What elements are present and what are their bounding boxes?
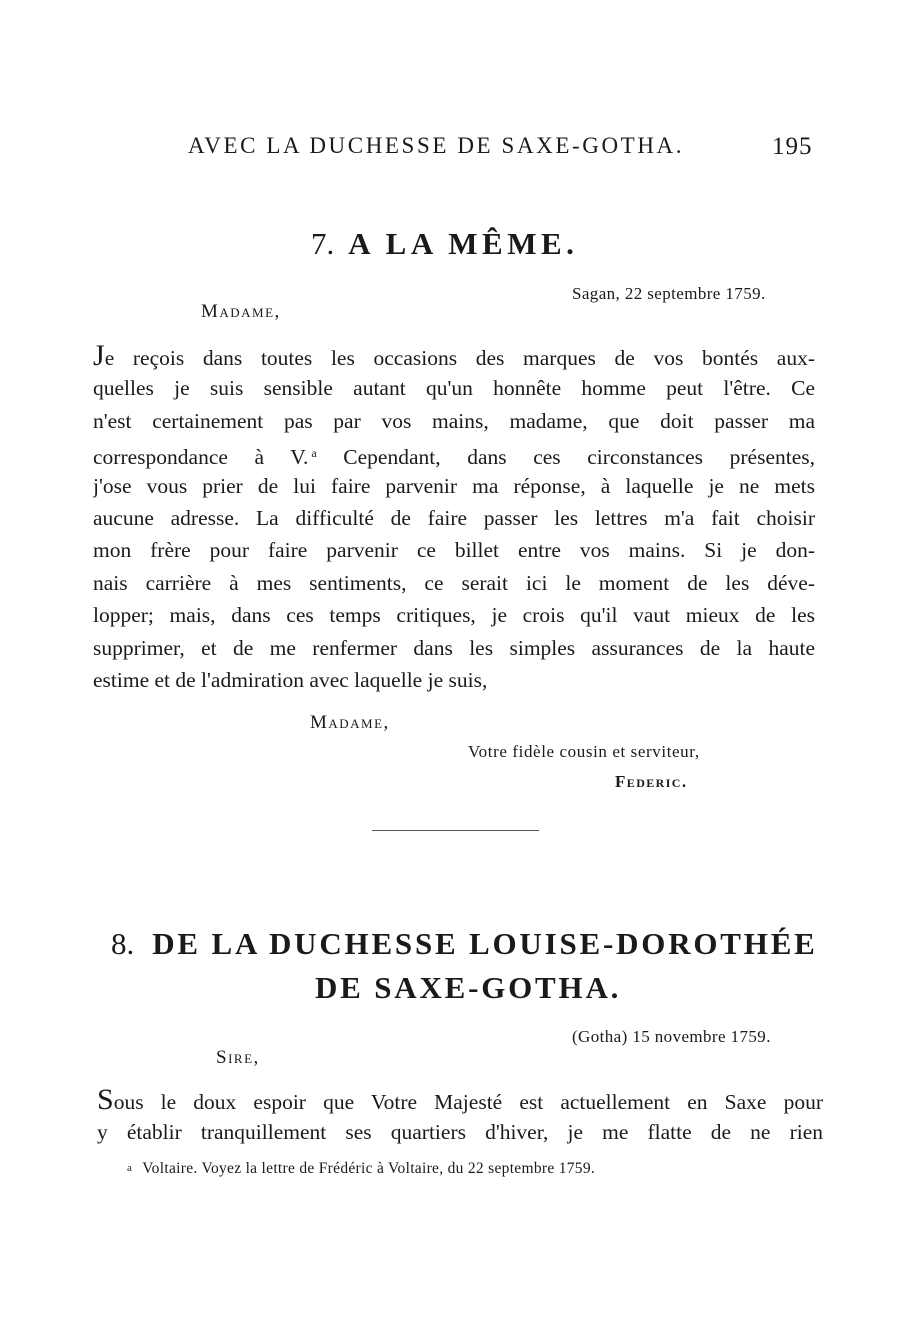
letter-7-dateline: Sagan, 22 septembre 1759. (572, 284, 766, 303)
letter-8-heading-line-1 (111, 926, 818, 962)
section-divider (372, 830, 539, 831)
body-line: nais carrière à mes sentiments, ce serait ici le moment de les déve- (93, 570, 815, 595)
letter-8-dateline: (Gotha) 15 novembre 1759. (572, 1027, 771, 1046)
body-line: Sous le doux espoir que Votre Majesté est actuellement en Saxe pour (97, 1084, 823, 1116)
letter-7-signature: Federic. (615, 772, 688, 791)
letter-8-salutation: Sire, (216, 1047, 260, 1068)
letter-7-closing-line: Votre fidèle cousin et serviteur, (468, 742, 700, 761)
body-line: Je reçois dans toutes les occasions des marques de vos bontés aux- (93, 340, 815, 372)
footnote-reference: a (311, 446, 317, 461)
body-line: j'ose vous prier de lui faire parvenir ma réponse, à laquelle je ne mets (93, 473, 815, 498)
body-line: lopper; mais, dans ces temps critiques, je crois qu'il vaut mieux de les (93, 603, 815, 628)
letter-7-closing-salutation: Madame, (310, 712, 390, 733)
body-line: n'est certainement pas par vos mains, madame, que doit passer ma (93, 408, 815, 433)
letter-8-title-line-1: DE LA DUCHESSE LOUISE-DOROTHÉE (152, 926, 818, 961)
body-line: y établir tranquillement ses quartiers d'hiver, je me flatte de ne rien (97, 1120, 823, 1145)
letter-8-title-line-2: DE SAXE-GOTHA. (315, 970, 622, 1005)
body-line: aucune adresse. La difficulté de faire passer les lettres m'a fait choisir (93, 505, 815, 530)
body-line: correspondance à V. $^a$ Cependant, dans ces circonstances présentes, (93, 445, 815, 470)
body-line: mon frère pour faire parvenir ce billet entre vos mains. Si je don- (93, 538, 815, 563)
page-number: 195 (772, 133, 813, 160)
footnote-text: Voltaire. Voyez la lettre de Frédéric à Voltaire, du 22 septembre 1759. (142, 1160, 596, 1177)
body-line: supprimer, et de me renfermer dans les simples assurances de la haute (93, 635, 815, 660)
footnote (127, 1160, 595, 1178)
drop-cap: S (97, 1084, 114, 1116)
letter-8-number: 8. (111, 926, 135, 961)
letter-7-salutation: Madame, (201, 301, 281, 322)
running-head: AVEC LA DUCHESSE DE SAXE-GOTHA. (188, 133, 685, 158)
letter-7-number: 7. (311, 226, 335, 261)
letter-7-heading (311, 226, 578, 262)
letter-7-body (93, 340, 815, 696)
letter-7-title: A LA MÊME. (348, 226, 579, 261)
letter-8-body (97, 1084, 823, 1149)
drop-cap: J (93, 340, 105, 372)
body-line: estime et de l'admiration avec laquelle je suis, (93, 667, 488, 692)
body-line: quelles je suis sensible autant qu'un honnête homme peut l'être. Ce (93, 376, 815, 401)
footnote-mark: a (127, 1162, 133, 1174)
